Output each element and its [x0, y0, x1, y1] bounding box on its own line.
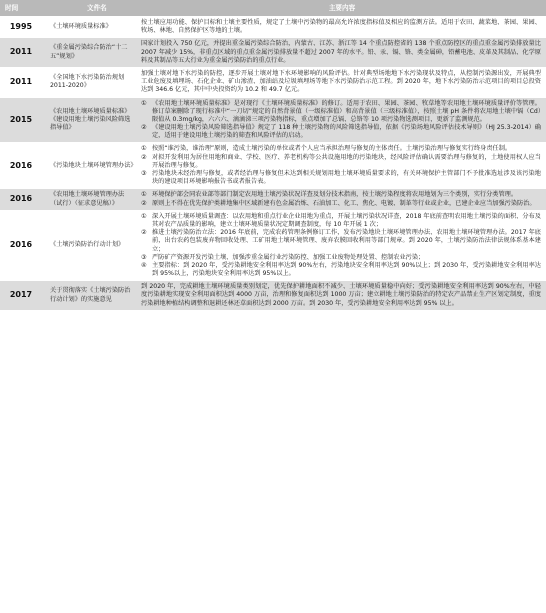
item-number: ① [141, 99, 147, 107]
item-number: ④ [141, 261, 147, 269]
table-row [0, 143, 546, 189]
row-year: 2011 [0, 67, 42, 97]
row-document-name: 《农用地土壤环境质量标准》《建设用地土壤污染风险筛选指导值》 [42, 97, 138, 143]
item-number: ① [141, 191, 147, 199]
item-number: ③ [141, 170, 147, 177]
row-year: 2016 [0, 189, 42, 210]
row-content [138, 17, 546, 38]
row-document-name: 《土壤环境质量标准》 [42, 17, 138, 38]
content-text: 按土壤应用功能、保护目标和土壤主要性质，规定了土壤中污染物的最高允许浓度指标值及相应的监测方法。适用于农田、蔬菜地、茶园、果园、牧场、林地、自然保护区等地的土壤。 [141, 19, 541, 35]
row-year: 2011 [0, 38, 42, 68]
item-number: ② [141, 124, 147, 132]
row-year: 1995 [0, 17, 42, 38]
content-text: 到 2020 年，完成耕地土壤环境质量类别划定，优先保护耕地面积不减少、土壤环境质量稳中向好；受污染耕地安全利用率达到 90%左右，中轻度污染耕地实现安全利用面积达到 4000 万亩，治理和修复面积达到 1000 万亩；建立耕地土壤污染防治的特定农产品禁止生产区划定制度，重度污染耕地种植结构调整和退耕还林还草面积达到 2000 万亩。到 2030 年，受污染耕地安全利用率达到 95% 以上。 [141, 283, 541, 307]
item-text: 深入开展土壤环境质量调查：以农用地和重点行业企业用地为重点，开展土壤污染状况详查，2018 年底前查明农用地土壤污染的面积、分布及其对农产品质量的影响，建立土壤环境质量状况定期调查制度，每 10 年开展 1 次； [152, 212, 541, 228]
table-row [0, 281, 546, 311]
content-item [141, 170, 541, 186]
item-text: 污染地块未经治理与修复，或者经治理与修复但未达到相关规划用地土壤环境质量要求的，有关环境保护主管部门不予批准选址涉及该污染地块的建设项目环境影响报告书或者报告表。 [152, 170, 541, 186]
item-number: ① [141, 145, 147, 153]
item-text: 按照“谁污染，谁治理”原则，造成土壤污染的单位或者个人应当承担治理与修复的主体责任。土壤污染治理与修复实行终身责任制。 [152, 145, 512, 153]
table-row [0, 17, 546, 38]
item-number: ① [141, 212, 147, 220]
row-document-name: 《污染地块土壤环境管理办法》 [42, 143, 138, 189]
row-content [138, 67, 546, 97]
table-body [0, 17, 546, 311]
row-year: 2017 [0, 281, 42, 311]
content-text: 国家计划投入 750 亿元，并提出重金属污染综合防治，内蒙古、江苏、浙江等 14 个重点防控省的 138 个重点防控区的重点重金属污染排放量比 2007 年减少 15%，非重点区域的重点重金属污染排放量不超过 2007 年的水平。铅、汞、镉、铬、类金属砷，铅蓄电池、皮革及其制品、化学原料及其制品等五大行业为重金属污染防治的重点行业。 [141, 40, 541, 64]
item-text: 主要指标：到 2020 年，受污染耕地安全利用率达到 90%左右，污染地块安全利用率达到 90%以上；到 2030 年，受污染耕地安全利用率达到 95%以上，污染地块安全利用率达到 95%以上。 [152, 261, 541, 278]
content-item [141, 262, 541, 278]
item-number: ② [141, 153, 147, 161]
column-header-content: 主要内容 [138, 0, 546, 17]
item-text: 对拟开发利用为居住用地和商业、学校、医疗、养老机构等公共设施用地的污染地块，经风险评估确认需要治理与修复的，土地使用权人应当开展治理与修复。 [152, 153, 541, 169]
content-item [141, 100, 541, 125]
content-item [141, 191, 541, 199]
row-document-name: 《土壤污染防治行动计划》 [42, 210, 138, 281]
content-item [141, 254, 541, 262]
content-item [141, 213, 541, 229]
item-text: 推进土壤污染防治立法：2016 年底前，完成农药管理条例修订工作，发布污染地块土壤环境管理办法、农用地土壤环境管理办法。2017 年底前，出台农药包装废弃物回收处理、工矿用地土壤环境管理、废弃农膜回收利用等部门规章。到 2020 年，土壤污染防治法律法规体系基本建立； [152, 229, 541, 253]
item-number: ② [141, 199, 147, 207]
row-content [138, 97, 546, 143]
row-year: 2016 [0, 143, 42, 189]
row-content [138, 189, 546, 210]
row-year: 2015 [0, 97, 42, 143]
row-document-name: 《全国地下水污染防治规划 2011-2020》 [42, 67, 138, 97]
item-text: 《建设用地土壤污染风险筛选指导值》规定了 118 种土壤污染物的风险筛选指导值，依据《污染场地风险评估技术导则》（HJ 25.3-2014）确定，适用于建设用地土壤污染的筛查和风险评估的启动。 [152, 124, 541, 140]
content-item [141, 200, 541, 208]
item-text: 《农用地土壤环境质量标准》是对现行《土壤环境质量标准》的修订。适用于农田、果园、茶园、牧草地等农用地土壤环境质量评价等管理。修订草案删除了现行标准中“一刀切”规定的自然背景值（一级标准值）和高背景值（三级标准值），按照土壤 pH 条件将农用地土壤中镉（Cd）限值从 0.3mg/kg，六六六、滴滴涕三项污染物指标，重点增加了总镉、总铬等 10 项污染物选测项目，更新了监测规范。 [152, 99, 541, 123]
column-header-document: 文件名 [42, 0, 138, 17]
row-document-name: 《重金属污染综合防治“十二五”规划》 [42, 38, 138, 68]
row-content [138, 281, 546, 311]
content-item [141, 154, 541, 170]
content-item [141, 124, 541, 140]
item-text: 严防矿产资源开发污染土壤、加强涉重金属行业污染防控、加强工业废物处理处置、控制农业污染； [152, 253, 425, 261]
table-row [0, 97, 546, 143]
item-text: 环境保护部会同农业部等部门制定农用地土壤污染状况详查及划分技术指南，按土壤污染程度将农用地划为三个类别，实行分类管理。 [152, 191, 518, 199]
content-text: 加强土壤对地下水污染的防控，逐步开展土壤对地下水环境影响的风险评估。针对典型场地地下水污染现状及特点，从控制污染源出发，开展典型工业危废及填埋场、石化企业、矿山渗渣、加油站及垃圾填埋场等地下水污染防治示范工程。到 2020 年，地下水污染防治示范项目的项目总投资达到 346.6 亿元，其中中央投资约为 10.2 和 49.7 亿元。 [141, 69, 541, 94]
row-content [138, 210, 546, 281]
item-text: 原则上不得在优先保护类耕地集中区域新建有色金属冶炼、石油加工、化工、焦化、电镀、制革等行业或企业，已建企业应当加强污染防治。 [152, 199, 536, 207]
table-row [0, 189, 546, 210]
item-number: ③ [141, 253, 147, 261]
table-row [0, 38, 546, 68]
column-header-year: 时间 [0, 0, 42, 17]
table-row [0, 67, 546, 97]
row-content [138, 143, 546, 189]
row-content [138, 38, 546, 68]
item-number: ② [141, 229, 147, 237]
table-row [0, 210, 546, 281]
content-item [141, 229, 541, 254]
row-document-name: 关于贯彻落实《土壤污染防治行动计划》的实施意见 [42, 281, 138, 311]
table-header-row [0, 0, 546, 17]
row-document-name: 《农用地土壤环境管理办法（试行）（征求意见稿）》 [42, 189, 138, 210]
row-year: 2016 [0, 210, 42, 281]
content-item [141, 145, 541, 153]
